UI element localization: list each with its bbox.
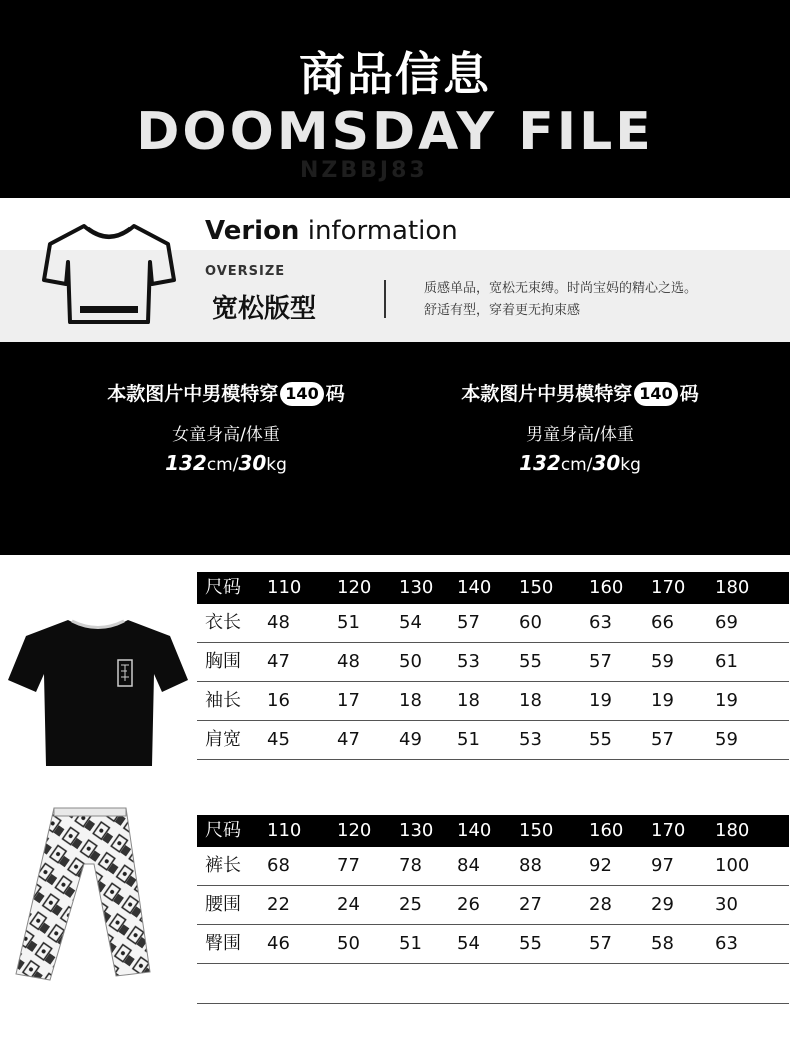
product-code: NZBBJ83 [300,158,428,183]
version-info-section [0,198,790,342]
table-header-row: 尺码 110 120 130 140 150 160 170 180 [197,815,789,847]
header-banner [0,0,790,198]
divider [384,280,386,318]
table-row: 胸围 47 48 50 53 55 57 59 61 [197,643,789,682]
model-info-boy: 本款图片中男模特穿 140 码 男童身高/体重 132cm/30kg [461,383,699,475]
tshirt-size-table [197,572,789,760]
table-header-row: 尺码 110 120 130 140 150 160 170 180 [197,572,789,604]
model-info-girl: 本款图片中男模特穿 140 码 女童身高/体重 132cm/30kg [107,383,345,475]
divider [197,1003,789,1004]
pants-size-table [197,815,789,964]
brand-title: DOOMSDAY FILE [136,102,654,162]
fit-label-cn: 宽松版型 [212,294,317,324]
size-badge: 140 [634,382,677,406]
table-row: 裤长 68 77 78 84 88 92 97 100 [197,847,789,886]
tshirt-outline-icon [42,222,176,328]
table-row: 臀围 46 50 51 54 55 57 58 63 [197,925,789,964]
version-info-title: Verion information [205,216,458,246]
table-row: 衣长 48 51 54 57 60 63 66 69 [197,604,789,643]
table-row: 肩宽 45 47 49 51 53 55 57 59 [197,721,789,760]
model-info-section [0,342,790,555]
fit-description: 质感单品，宽松无束缚。时尚宝妈的精心之选。 舒适有型，穿着更无拘束感 [424,281,698,318]
tshirt-product-image [6,610,190,770]
product-info-title: 商品信息 [299,47,491,101]
table-row: 袖长 16 17 18 18 18 19 19 19 [197,682,789,721]
table-row: 腰围 22 24 25 26 27 28 29 30 [197,886,789,925]
fit-label-en: OVERSIZE [205,264,286,279]
size-badge: 140 [280,382,323,406]
pants-product-image [4,804,154,984]
